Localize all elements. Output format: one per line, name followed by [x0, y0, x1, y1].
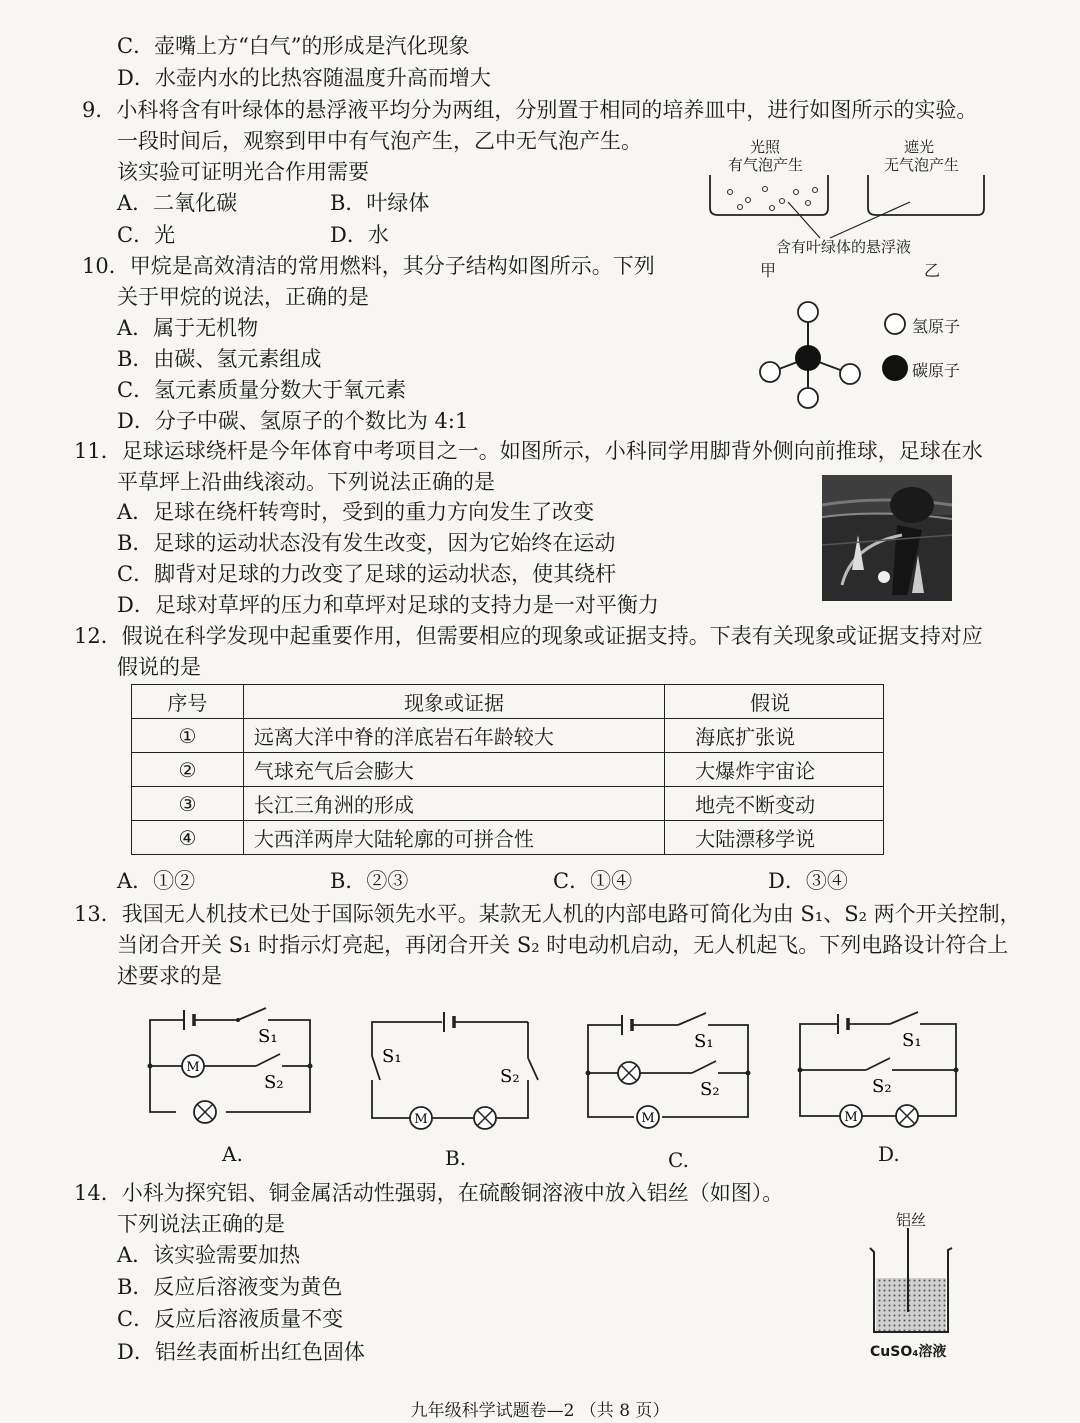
- q13-circuit-a: [140, 1000, 320, 1135]
- q10-option-d: D．分子中碳、氢原子的个数比为 4:1: [117, 409, 469, 433]
- switch-s2-label: S₂: [700, 1079, 720, 1100]
- table-header-hypothesis: 假说: [665, 685, 884, 719]
- q12-option-b: B．②③: [330, 869, 409, 893]
- q10-methane-molecule-diagram: [755, 300, 875, 415]
- q11-stem-line1: 11．足球运球绕杆是今年体育中考项目之一。如图所示，小科同学用脚背外侧向前推球，足球在水: [74, 439, 983, 463]
- q14-option-c: C．反应后溶液质量不变: [117, 1307, 344, 1331]
- motor-icon: M: [186, 1060, 200, 1075]
- q11-option-a: A．足球在绕杆转弯时，受到的重力方向发生了改变: [117, 500, 595, 524]
- q14-option-b: B．反应后溶液变为黄色: [117, 1275, 343, 1299]
- table-cell-index: ④: [132, 821, 244, 855]
- q10-option-a: A．属于无机物: [117, 316, 259, 340]
- q8-option-d: D．水壶内水的比热容随温度升高而增大: [117, 66, 491, 90]
- q10-stem-line1: 10．甲烷是高效清洁的常用燃料，其分子结构如图所示。下列: [82, 254, 655, 278]
- q12-stem-line2: 假说的是: [117, 655, 201, 679]
- table-cell-hypothesis: 大爆炸宇宙论: [665, 753, 884, 787]
- q9-fig-label-yi: 乙: [924, 261, 941, 280]
- q10-option-c: C．氢元素质量分数大于氧元素: [117, 378, 407, 402]
- q10-legend-hydrogen-label: 氢原子: [912, 317, 961, 336]
- q13-stem-line1: 13．我国无人机技术已处于国际领先水平。某款无人机的内部电路可简化为由 S₁、S₂ 两个开关控制，: [74, 902, 1021, 926]
- switch-s1-label: S₁: [382, 1046, 402, 1067]
- q10-legend-carbon-icon: [882, 355, 910, 383]
- q14-fig-wire-label: 铝丝: [896, 1211, 927, 1229]
- q9-fig-suspension-label: 含有叶绿体的悬浮液: [776, 238, 912, 256]
- table-cell-hypothesis: 大陆漂移学说: [665, 821, 884, 855]
- table-cell-index: ②: [132, 753, 244, 787]
- q9-stem-line3: 该实验可证明光合作用需要: [117, 160, 369, 184]
- table-row: [132, 753, 884, 787]
- q14-stem-line1: 14．小科为探究铝、铜金属活动性强弱，在硫酸铜溶液中放入铝丝（如图）。: [74, 1181, 784, 1205]
- q14-fig-solution-label: CuSO₄溶液: [870, 1344, 947, 1360]
- q13-circuit-d: [792, 1004, 972, 1139]
- table-cell-evidence: 气球充气后会膨大: [243, 753, 664, 787]
- table-cell-index: ③: [132, 787, 244, 821]
- q8-option-c: C．壶嘴上方“白气”的形成是汽化现象: [117, 34, 470, 58]
- q10-legend-carbon-label: 碳原子: [912, 361, 961, 380]
- q11-option-d: D．足球对草坪的压力和草坪对足球的支持力是一对平衡力: [117, 593, 659, 617]
- table-cell-evidence: 大西洋两岸大陆轮廓的可拼合性: [243, 821, 664, 855]
- q11-option-c: C．脚背对足球的力改变了足球的运动状态，使其绕杆: [117, 562, 617, 586]
- q10-stem-line2: 关于甲烷的说法，正确的是: [117, 285, 369, 309]
- q13-circuit-d-label: D.: [878, 1142, 900, 1166]
- q13-circuit-c: [582, 1005, 762, 1140]
- switch-s1-label: S₁: [902, 1030, 922, 1051]
- q12-evidence-table: [131, 684, 884, 855]
- q13-stem-line2: 当闭合开关 S₁ 时指示灯亮起，再闭合开关 S₂ 时电动机启动，无人机起飞。下列电路设计符合上: [117, 933, 1009, 957]
- table-row: [132, 719, 884, 753]
- switch-s2-label: S₂: [500, 1066, 520, 1087]
- q11-option-b: B．足球的运动状态没有发生改变，因为它始终在运动: [117, 531, 616, 555]
- q9-stem-line2: 一段时间后，观察到甲中有气泡产生，乙中无气泡产生。: [117, 129, 642, 153]
- q9-stem-line1: 9．小科将含有叶绿体的悬浮液平均分为两组，分别置于相同的培养皿中，进行如图所示的实验。: [82, 98, 978, 122]
- q9-option-d: D．水: [330, 223, 389, 247]
- switch-s1-label: S₁: [694, 1031, 714, 1052]
- q10-option-b: B．由碳、氢元素组成: [117, 347, 322, 371]
- q14-option-d: D．铝丝表面析出红色固体: [117, 1340, 365, 1364]
- q12-option-c: C．①④: [553, 869, 633, 893]
- switch-s2-label: S₂: [264, 1072, 284, 1093]
- q12-stem-line1: 12．假说在科学发现中起重要作用，但需要相应的现象或证据支持。下表有关现象或证据支持对应: [74, 624, 983, 648]
- q9-option-c: C．光: [117, 223, 176, 247]
- table-header-row: [132, 685, 884, 719]
- q10-legend-hydrogen-icon: [884, 313, 908, 337]
- q13-circuit-b: [360, 1008, 545, 1136]
- q12-option-a: A．①②: [117, 869, 196, 893]
- q11-stem-line2: 平草坪上沿曲线滚动。下列说法正确的是: [117, 470, 495, 494]
- q14-option-a: A．该实验需要加热: [117, 1243, 301, 1267]
- q11-football-photo: [822, 475, 952, 601]
- q9-option-b: B．叶绿体: [330, 191, 430, 215]
- q9-fig-bubbles-label: 有气泡产生: [728, 156, 804, 174]
- q9-petri-dish-diagram: [700, 170, 1000, 240]
- table-cell-hypothesis: 地壳不断变动: [665, 787, 884, 821]
- q13-circuit-c-label: C.: [668, 1148, 689, 1172]
- motor-icon: M: [844, 1110, 858, 1125]
- table-cell-hypothesis: 海底扩张说: [665, 719, 884, 753]
- table-cell-evidence: 长江三角洲的形成: [243, 787, 664, 821]
- switch-s1-label: S₁: [258, 1026, 278, 1047]
- table-header-evidence: 现象或证据: [243, 685, 664, 719]
- motor-icon: M: [641, 1111, 655, 1126]
- q13-circuit-a-label: A.: [222, 1142, 243, 1166]
- table-header-index: 序号: [132, 685, 244, 719]
- q12-option-d: D．③④: [768, 869, 848, 893]
- q9-option-a: A．二氧化碳: [117, 191, 238, 215]
- motor-icon: M: [414, 1112, 428, 1127]
- q13-stem-line3: 述要求的是: [117, 964, 222, 988]
- q9-fig-label-jia: 甲: [760, 261, 777, 280]
- table-row: [132, 787, 884, 821]
- q13-circuit-b-label: B.: [445, 1146, 467, 1170]
- table-cell-index: ①: [132, 719, 244, 753]
- q9-fig-light-label: 光照: [750, 138, 781, 156]
- table-row: [132, 821, 884, 855]
- q9-fig-dark-label: 遮光: [904, 138, 935, 156]
- q14-stem-line2: 下列说法正确的是: [117, 1212, 285, 1236]
- q14-beaker-diagram: [862, 1228, 962, 1340]
- page-footer: 九年级科学试题卷—2 （共 8 页）: [410, 1401, 670, 1421]
- q9-fig-no-bubbles-label: 无气泡产生: [884, 156, 960, 174]
- switch-s2-label: S₂: [872, 1076, 892, 1097]
- table-cell-evidence: 远离大洋中脊的洋底岩石年龄较大: [243, 719, 664, 753]
